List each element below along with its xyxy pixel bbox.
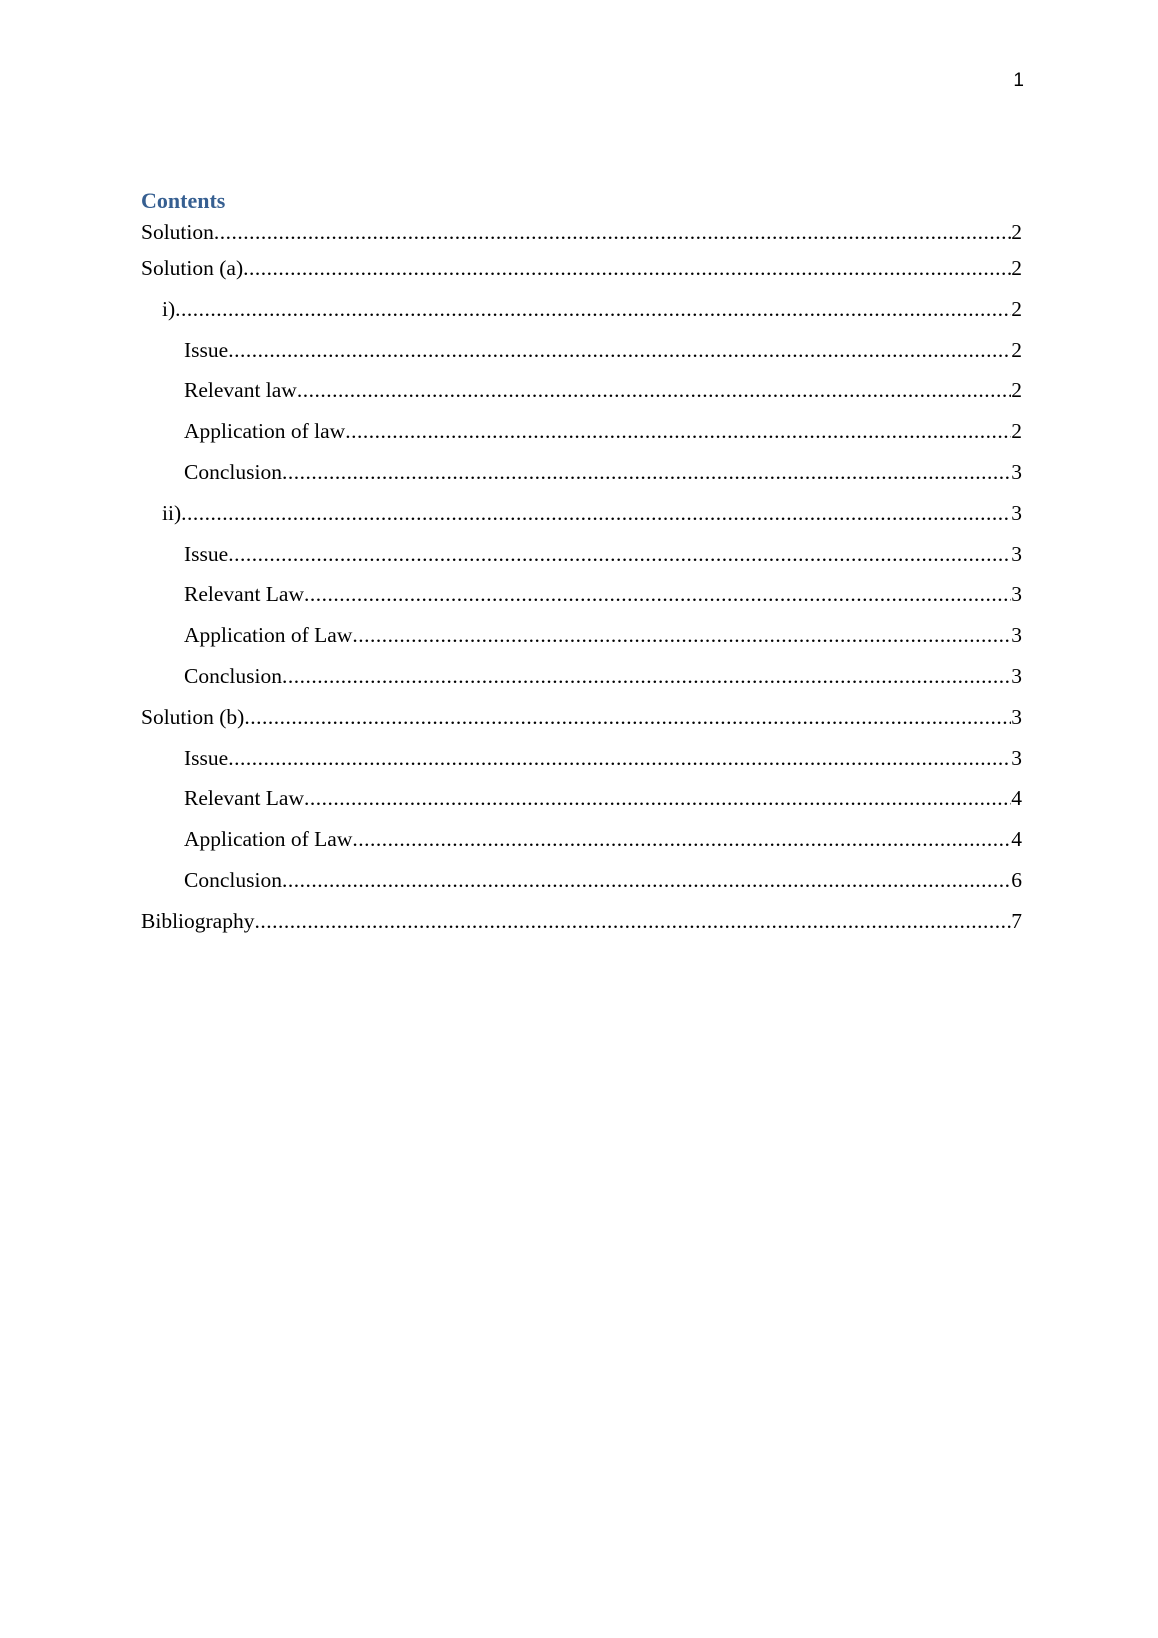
toc-dot-leader [228,534,1011,575]
toc-dot-leader [345,411,1011,452]
toc-entry-label: Issue [184,337,229,362]
toc-entry-label: Solution (a) [141,256,244,280]
toc-entry-part-ii[interactable] [141,493,1022,534]
toc-entry-label: Conclusion [184,867,282,892]
toc-entry-label: Relevant law [184,378,297,403]
toc-entry-page: 2 [1011,256,1022,280]
toc-entry-application-of-law[interactable] [141,411,1022,452]
toc-dot-leader [175,289,1011,330]
toc-entry-label: Issue [184,541,229,566]
toc-entry-label: Relevant Law [184,582,304,607]
toc-entry-label: Solution [141,220,214,244]
toc-entry-solution-a[interactable] [141,248,1022,289]
toc-entry-solution-b[interactable] [141,697,1022,738]
toc-dot-leader [244,697,1011,738]
toc-entry-page: 3 [1011,541,1022,566]
toc-heading: Contents [141,188,226,213]
toc-dot-leader [254,901,1011,942]
toc-entry-conclusion[interactable] [141,656,1022,697]
toc-entry-issue[interactable] [141,738,1022,779]
toc-entry-bibliography[interactable] [141,901,1022,942]
toc-dot-leader [297,370,1011,411]
toc-list [141,216,1022,942]
toc-entry-label: Application of law [184,419,346,444]
toc-entry-label: Solution (b) [141,704,245,729]
toc-entry-label: i) [162,296,176,321]
toc-entry-page: 2 [1011,220,1022,244]
toc-entry-issue[interactable] [141,330,1022,371]
toc-entry-label: Application of Law [184,827,353,852]
toc-entry-page: 3 [1011,663,1022,688]
toc-dot-leader [228,738,1011,779]
toc-dot-leader [304,574,1011,615]
toc-entry-page: 3 [1011,500,1022,525]
toc-dot-leader [228,330,1011,371]
toc-dot-leader [304,778,1011,819]
toc-dot-leader [282,656,1011,697]
toc-dot-leader [282,860,1011,901]
toc-entry-application-of-law[interactable] [141,615,1022,656]
toc-entry-relevant-law[interactable] [141,370,1022,411]
toc-dot-leader [181,493,1011,534]
toc-entry-page: 6 [1011,867,1022,892]
toc-entry-page: 3 [1011,582,1022,607]
toc-entry-page: 7 [1011,908,1022,933]
toc-entry-page: 4 [1011,786,1022,811]
toc-entry-relevant-law[interactable] [141,778,1022,819]
toc-dot-leader [352,615,1011,656]
toc-entry-label: ii) [162,500,182,525]
toc-entry-conclusion[interactable] [141,452,1022,493]
toc-entry-page: 3 [1011,459,1022,484]
toc-entry-page: 2 [1011,296,1022,321]
toc-entry-label: Conclusion [184,663,282,688]
toc-entry-label: Conclusion [184,459,282,484]
toc-entry-label: Bibliography [141,908,255,933]
toc-entry-relevant-law[interactable] [141,574,1022,615]
toc-entry-solution[interactable] [141,216,1022,248]
toc-entry-label: Issue [184,745,229,770]
toc-entry-issue[interactable] [141,534,1022,575]
toc-entry-page: 2 [1011,378,1022,403]
toc-entry-application-of-law[interactable] [141,819,1022,860]
toc-dot-leader [243,248,1011,289]
toc-dot-leader [352,819,1011,860]
toc-entry-page: 3 [1011,623,1022,648]
page-number: 1 [1013,70,1024,91]
toc-dot-leader [214,216,1011,248]
toc-entry-part-i[interactable] [141,289,1022,330]
toc-entry-label: Application of Law [184,623,353,648]
toc-entry-page: 2 [1011,419,1022,444]
toc-entry-page: 3 [1011,704,1022,729]
toc-entry-page: 2 [1011,337,1022,362]
table-of-contents [141,186,1022,942]
toc-entry-label: Relevant Law [184,786,304,811]
toc-entry-page: 4 [1011,827,1022,852]
toc-entry-conclusion[interactable] [141,860,1022,901]
toc-dot-leader [282,452,1011,493]
toc-entry-page: 3 [1011,745,1022,770]
